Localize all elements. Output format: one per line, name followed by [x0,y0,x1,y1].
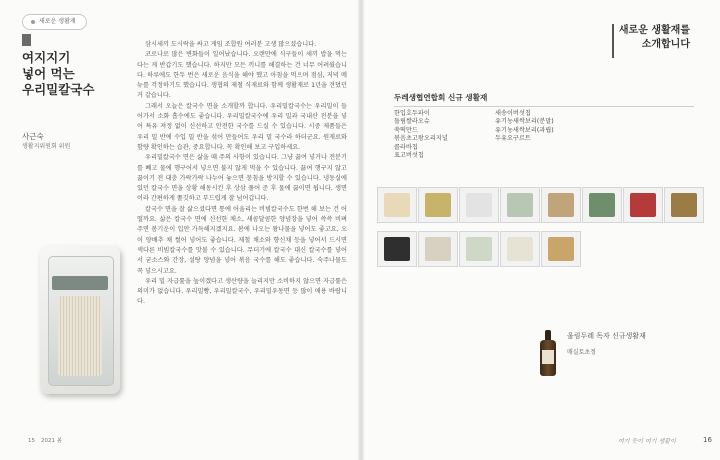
body-paragraph: 우리밀칼국수 면은 삶을 때 주의 사항이 있습니다. 그냥 끓여 넣거나 전분기를 빼고 물에 행구어서 넣으면 불지 않게 먹을 수 있습니다. 끓여 행구지 않고 끓이기 전 대충 가락가락 나누어 놓으면 뭉침을 방지할 수 있습니다. 냉동실에 있던 칼국수 면을 상황 해동시킨 후 상삼 풀어 준 후 물에 끓이면 됩니다. 생면이라 간편하게 쫄깃하고 부드럽게 잘 넘어갑니다. [137,154,347,203]
section-heading [618,24,690,52]
page-number-left [22,436,62,444]
product-item: 돌림쌀라오슈 [394,118,430,126]
special-product-title: 울림두레 독자 신규생활재 [567,332,646,340]
product-list-col1 [394,110,448,160]
heading-accent-bar [612,24,614,58]
product-thumbnail [623,187,663,223]
product-thumbnail [500,187,540,223]
special-product-name: 매실토초정 [567,349,596,356]
product-thumbnail [582,187,622,223]
section-tag-label: 새로운 생활재 [39,18,76,25]
product-item: 새송이버섯칩 [495,110,531,117]
page-gutter [358,0,364,460]
product-item: 유기농새싹보리(과립) [495,126,554,134]
body-paragraph: 코로나로 많은 변화들이 일어났습니다. 오랜만에 식구들이 세끼 밥을 먹는다는 게 반갑기도 했습니다. 하지만 모든 끼니를 해결하는 건 너무 어려웠습니다. 하루에도 한두 번은 새로운 음식을 해야 했고 아침을 먹으며 점심, 저녁 메뉴를 걱정하기도 했습니다. 생협의 제철 식재료와 함께 생활재로 1년을 견뎠던 거 같습니다. [137,51,347,100]
bullet-icon [31,20,35,24]
subhead-divider [394,106,694,107]
body-paragraph: 칼국수 면을 잘 삶으셨다면 통에 어울리는 비빔칼국수도 한번 해 보는 건 어떨까요. 삶은 칼국수 면에 신선한 채소, 새콤달콤한 양념장을 넣어 쓱쓱 비벼 주면 봄기운이 입안 가득해지겠지요. 봄에 나오는 왕나물을 넣어도 좋고요, 오이 양배추 채 썰어 넣어도 좋습니다. 제철 채소와 향신채 등을 넣어서 드시면 색다른 비빔칼국수를 맛볼 수 있습니다. 무더기에 칼국수 대신 칼국수를 넣어서 굳소스와 간장, 설탕 양념을 넣어 볶음 국수를 해도 좋습니다. 숙주나물도 꼭 넣으시고요. [137,205,347,275]
issue-label: 2021 봄 [41,438,63,444]
title-accent-bar [22,34,31,46]
vinegar-bottle-photo [538,330,558,378]
product-item: 표고버섯칩 [394,152,424,160]
product-item: 쑥떡만드 [394,126,418,134]
article-title [22,50,132,98]
product-thumbnail [664,187,704,223]
product-list-col2 [495,110,554,144]
page-number-right: 16 [703,436,712,444]
section-tag [22,14,87,30]
product-thumbnail [541,231,581,267]
product-item: 두유요구르트 [495,135,531,143]
heading-line: 소개합니다 [641,39,690,50]
product-thumbnail [418,187,458,223]
author-name: 사근숙 [22,132,44,141]
article-body [137,40,347,308]
footer-script: 여기 듯이 여기 생활이 [618,438,676,445]
body-paragraph: 우리 밀 자급률을 높이겠다고 생산량을 늘리지만 소비하지 않으면 자급률은 의미가 없습니다. 우리밀빵, 우리밀칼국수, 우리밀우동면 등 많이 애용 바랍니다. [137,277,347,306]
body-paragraph: 그래서 오늘은 칼국수 면을 소개할까 합니다. 우리밀칼국수는 우리밀이 들어가서 소화 흡수에도 좋습니다. 우리밀칼국수에 우리 밀과 국내산 전분을 넣어 특유 져정 없이 신선하고 안전한 국수를 드실 수 있습니다. 시중 제품들은 우리 밀 반에 수입 밀 반을 섞어 만들어도 우리 밀 국수라 하더군요. 원재료와 함량 확인하는 습관, 중요합니다. 꼭 확인해 보고 구입하세요. [137,102,347,151]
product-thumbnail [459,231,499,267]
section-heading-box [612,22,692,62]
new-products-subhead: 두레생협연합회 신규 생활재 [394,93,488,102]
noodle-package-photo [40,246,120,396]
product-item: 한입호두파이 [394,110,430,117]
product-thumbnail [418,231,458,267]
product-item: 유기농새싹보리(분말) [495,118,554,126]
body-paragraph: 삼시세끼 도시락을 싸고 게임 조합원 여러분 고생 많으셨습니다. [145,41,317,48]
product-thumbnail [459,187,499,223]
heading-line: 새로운 생활재를 [618,25,690,36]
page-number: 15 [28,438,35,444]
product-thumbnail [377,231,417,267]
title-line: 여지지기 [22,50,71,65]
product-thumbnail [541,187,581,223]
title-line: 우리밀칼국수 [22,82,95,97]
product-item: 볶음초고왕오리지널 [394,135,448,143]
product-item: 콜라바칩 [394,143,418,151]
product-thumbnail [500,231,540,267]
product-thumbnail [377,187,417,223]
author-role: 생활지위원회 위원 [22,143,71,150]
title-line: 넣어 먹는 [22,66,75,81]
